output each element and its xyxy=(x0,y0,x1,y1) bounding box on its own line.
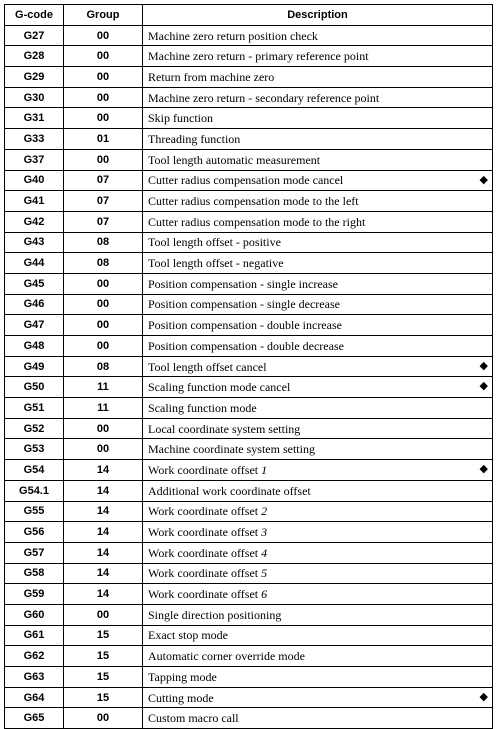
gcode-cell: G44 xyxy=(5,253,64,274)
table-row xyxy=(5,191,493,212)
description-cell xyxy=(143,563,493,584)
description-cell xyxy=(143,584,493,605)
group-cell: 14 xyxy=(64,522,143,543)
gcode-cell: G64 xyxy=(5,687,64,708)
description-text: Additional work coordinate offset xyxy=(148,483,311,498)
description-cell xyxy=(143,439,493,460)
table-row xyxy=(5,232,493,253)
group-cell: 00 xyxy=(64,87,143,108)
offset-number: 1 xyxy=(261,462,268,477)
group-cell: 00 xyxy=(64,439,143,460)
gcode-cell: G37 xyxy=(5,149,64,170)
gcode-cell: G40 xyxy=(5,170,64,191)
group-cell: 00 xyxy=(64,708,143,729)
gcode-cell: G46 xyxy=(5,294,64,315)
description-text: Cutter radius compensation mode to the right xyxy=(148,214,366,229)
group-cell: 07 xyxy=(64,191,143,212)
table-row xyxy=(5,87,493,108)
gcode-cell: G58 xyxy=(5,563,64,584)
table-row xyxy=(5,108,493,129)
description-cell xyxy=(143,398,493,419)
gcode-cell: G55 xyxy=(5,501,64,522)
description-cell xyxy=(143,480,493,501)
description-cell xyxy=(143,315,493,336)
group-cell: 00 xyxy=(64,46,143,67)
group-cell: 15 xyxy=(64,667,143,688)
description-cell xyxy=(143,294,493,315)
gcode-cell: G47 xyxy=(5,315,64,336)
group-cell: 07 xyxy=(64,211,143,232)
default-mode-diamond-icon: ◆ xyxy=(479,358,488,372)
description-cell xyxy=(143,211,493,232)
description-text: Scaling function mode xyxy=(148,400,257,415)
description-cell xyxy=(143,708,493,729)
table-row xyxy=(5,687,493,708)
table-row xyxy=(5,584,493,605)
description-text: Work coordinate offset xyxy=(148,545,262,560)
gcode-cell: G43 xyxy=(5,232,64,253)
description-cell xyxy=(143,191,493,212)
description-cell xyxy=(143,625,493,646)
default-mode-diamond-icon: ◆ xyxy=(479,689,488,703)
description-text: Tool length offset - positive xyxy=(148,235,281,250)
group-cell: 01 xyxy=(64,129,143,150)
gcode-cell: G62 xyxy=(5,646,64,667)
group-cell: 00 xyxy=(64,108,143,129)
table-row xyxy=(5,625,493,646)
table-row xyxy=(5,46,493,67)
description-text: Tool length automatic measurement xyxy=(148,152,321,167)
gcode-cell: G33 xyxy=(5,129,64,150)
description-cell xyxy=(143,273,493,294)
group-cell: 00 xyxy=(64,67,143,88)
table-row xyxy=(5,604,493,625)
gcode-cell: G57 xyxy=(5,542,64,563)
gcode-cell: G56 xyxy=(5,522,64,543)
table-row xyxy=(5,129,493,150)
description-cell xyxy=(143,87,493,108)
header-description: Description xyxy=(143,5,493,26)
table-row xyxy=(5,377,493,398)
gcode-cell: G45 xyxy=(5,273,64,294)
group-cell: 14 xyxy=(64,480,143,501)
description-text: Cutting mode xyxy=(148,690,214,705)
group-cell: 15 xyxy=(64,646,143,667)
table-row xyxy=(5,501,493,522)
gcode-cell: G50 xyxy=(5,377,64,398)
description-text: Cutter radius compensation mode cancel xyxy=(148,173,344,188)
offset-number: 2 xyxy=(261,504,268,519)
group-cell: 07 xyxy=(64,170,143,191)
group-cell: 15 xyxy=(64,687,143,708)
description-cell xyxy=(143,232,493,253)
group-cell: 11 xyxy=(64,398,143,419)
description-text: Machine zero return position check xyxy=(148,28,318,43)
description-text: Threading function xyxy=(148,131,241,146)
table-row xyxy=(5,315,493,336)
table-row xyxy=(5,563,493,584)
gcode-cell: G65 xyxy=(5,708,64,729)
description-cell xyxy=(143,129,493,150)
description-cell xyxy=(143,149,493,170)
gcode-cell: G27 xyxy=(5,25,64,46)
group-cell: 00 xyxy=(64,418,143,439)
description-text: Automatic corner override mode xyxy=(148,649,305,664)
group-cell: 14 xyxy=(64,501,143,522)
default-mode-diamond-icon: ◆ xyxy=(479,172,488,186)
description-text: Cutter radius compensation mode to the left xyxy=(148,194,359,209)
description-text: Work coordinate offset xyxy=(148,462,262,477)
description-cell xyxy=(143,67,493,88)
description-text: Scaling function mode cancel xyxy=(148,380,291,395)
group-cell: 08 xyxy=(64,356,143,377)
description-text: Machine coordinate system setting xyxy=(148,442,315,457)
gcode-cell: G29 xyxy=(5,67,64,88)
gcode-cell: G54.1 xyxy=(5,480,64,501)
group-cell: 00 xyxy=(64,294,143,315)
description-cell xyxy=(143,501,493,522)
group-cell: 14 xyxy=(64,460,143,481)
description-text: Position compensation - single decrease xyxy=(148,297,340,312)
description-text: Work coordinate offset xyxy=(148,504,262,519)
table-row xyxy=(5,170,493,191)
gcode-cell: G31 xyxy=(5,108,64,129)
gcode-cell: G60 xyxy=(5,604,64,625)
group-cell: 00 xyxy=(64,315,143,336)
group-cell: 00 xyxy=(64,149,143,170)
description-cell xyxy=(143,646,493,667)
header-group: Group xyxy=(64,5,143,26)
description-cell xyxy=(143,46,493,67)
table-row xyxy=(5,646,493,667)
description-cell xyxy=(143,25,493,46)
header-row xyxy=(5,5,493,26)
table-row xyxy=(5,667,493,688)
description-cell xyxy=(143,356,493,377)
offset-number: 6 xyxy=(261,587,268,602)
description-cell xyxy=(143,604,493,625)
table-row xyxy=(5,294,493,315)
description-cell xyxy=(143,377,493,398)
header-gcode: G-code xyxy=(5,5,64,26)
description-cell xyxy=(143,253,493,274)
gcode-cell: G59 xyxy=(5,584,64,605)
description-text: Tool length offset - negative xyxy=(148,256,284,271)
table-row xyxy=(5,542,493,563)
description-text: Custom macro call xyxy=(148,711,239,726)
gcode-cell: G42 xyxy=(5,211,64,232)
gcode-cell: G48 xyxy=(5,336,64,357)
table-row xyxy=(5,708,493,729)
table-row xyxy=(5,149,493,170)
table-row xyxy=(5,460,493,481)
description-text: Position compensation - double increase xyxy=(148,318,342,333)
group-cell: 14 xyxy=(64,542,143,563)
group-cell: 14 xyxy=(64,584,143,605)
offset-number: 3 xyxy=(261,525,268,540)
table-row xyxy=(5,480,493,501)
default-mode-diamond-icon: ◆ xyxy=(479,462,488,476)
group-cell: 00 xyxy=(64,273,143,294)
group-cell: 00 xyxy=(64,604,143,625)
table-row xyxy=(5,273,493,294)
table-row xyxy=(5,253,493,274)
group-cell: 00 xyxy=(64,336,143,357)
description-text: Work coordinate offset xyxy=(148,525,262,540)
table-row xyxy=(5,398,493,419)
table-row xyxy=(5,67,493,88)
description-text: Exact stop mode xyxy=(148,628,228,643)
description-cell xyxy=(143,108,493,129)
description-text: Skip function xyxy=(148,111,213,126)
gcode-cell: G52 xyxy=(5,418,64,439)
description-cell xyxy=(143,418,493,439)
description-text: Machine zero return - secondary reference point xyxy=(148,90,380,105)
description-text: Work coordinate offset xyxy=(148,566,262,581)
gcode-cell: G61 xyxy=(5,625,64,646)
table-row xyxy=(5,439,493,460)
description-cell xyxy=(143,687,493,708)
table-row xyxy=(5,211,493,232)
group-cell: 15 xyxy=(64,625,143,646)
gcode-cell: G51 xyxy=(5,398,64,419)
group-cell: 00 xyxy=(64,25,143,46)
description-text: Tool length offset cancel xyxy=(148,359,267,374)
group-cell: 08 xyxy=(64,232,143,253)
table-row xyxy=(5,336,493,357)
default-mode-diamond-icon: ◆ xyxy=(479,379,488,393)
table-row xyxy=(5,356,493,377)
description-cell xyxy=(143,170,493,191)
description-text: Local coordinate system setting xyxy=(148,421,301,436)
description-cell xyxy=(143,542,493,563)
gcode-cell: G49 xyxy=(5,356,64,377)
gcode-cell: G53 xyxy=(5,439,64,460)
description-cell xyxy=(143,460,493,481)
description-text: Single direction positioning xyxy=(148,607,282,622)
gcode-cell: G54 xyxy=(5,460,64,481)
gcode-cell: G41 xyxy=(5,191,64,212)
description-text: Position compensation - double decrease xyxy=(148,338,344,353)
description-text: Machine zero return - primary reference point xyxy=(148,49,369,64)
group-cell: 14 xyxy=(64,563,143,584)
gcode-table xyxy=(4,4,493,729)
description-text: Tapping mode xyxy=(148,669,217,684)
description-text: Position compensation - single increase xyxy=(148,276,338,291)
table-row xyxy=(5,522,493,543)
group-cell: 11 xyxy=(64,377,143,398)
offset-number: 4 xyxy=(261,545,268,560)
table-row xyxy=(5,418,493,439)
description-cell xyxy=(143,336,493,357)
description-cell xyxy=(143,522,493,543)
gcode-cell: G30 xyxy=(5,87,64,108)
group-cell: 08 xyxy=(64,253,143,274)
table-row xyxy=(5,25,493,46)
gcode-cell: G63 xyxy=(5,667,64,688)
gcode-cell: G28 xyxy=(5,46,64,67)
description-cell xyxy=(143,667,493,688)
description-text: Work coordinate offset xyxy=(148,587,262,602)
offset-number: 5 xyxy=(261,566,268,581)
description-text: Return from machine zero xyxy=(148,69,275,84)
